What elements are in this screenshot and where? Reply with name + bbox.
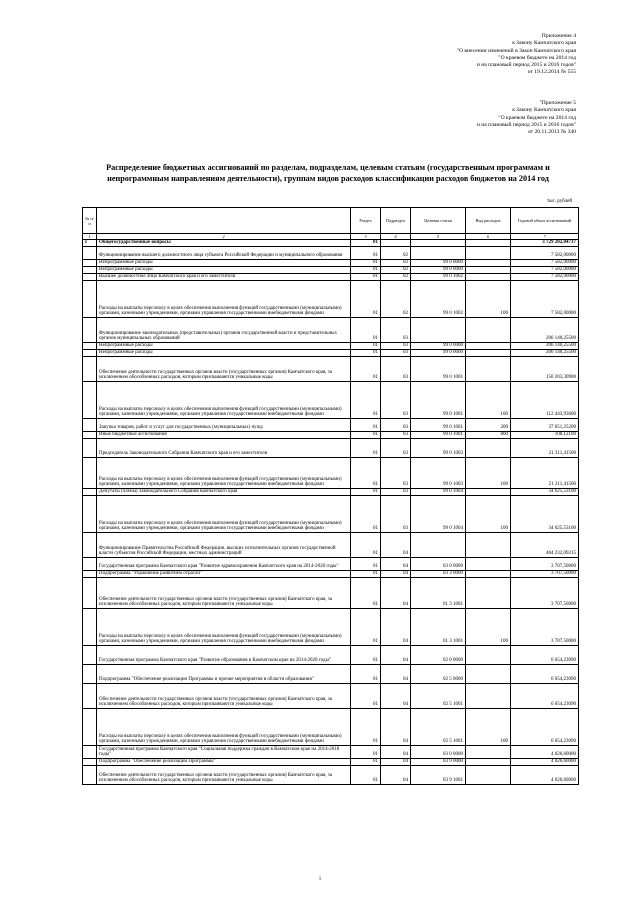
row-target-article [411,533,466,558]
row-number [83,357,97,382]
row-expense-type [466,578,511,609]
row-razdel: 01 [351,489,381,496]
row-target-article: 03 0 0000 [411,558,466,571]
row-number [83,709,97,746]
row-razdel: 01 [351,759,381,766]
row-podrazdel: 04 [381,665,411,684]
row-podrazdel: 03 [381,343,411,350]
row-target-article [411,247,466,260]
row-amount: 3 707,50000 [511,558,579,571]
row-target-article: 03 9 0000 [411,759,466,766]
row-razdel: 01 [351,318,381,343]
row-number [83,318,97,343]
row-amount: 3 707,50000 [511,571,579,578]
row-target-article: 99 0 0000 [411,267,466,274]
row-expense-type: 100 [466,709,511,746]
row-number [83,578,97,609]
row-razdel: 01 [351,578,381,609]
col-header-podrazdel: Подраздел [381,208,411,234]
row-amount: 7 582,00000 [511,274,579,281]
row-name: Непрограммные расходы [97,343,351,350]
row-number [83,439,97,458]
row-expense-type [466,766,511,785]
table-row [83,746,579,759]
row-name: Закупка товаров, работ и услуг для государственных (муниципальных) нужд [97,419,351,432]
row-expense-type [466,318,511,343]
col-header-expense-type: Вид расходов [466,208,511,234]
col-header-target-article: Целевая статья [411,208,466,234]
table-row [83,432,579,439]
col-number: 6 [466,234,511,240]
row-razdel: 01 [351,609,381,646]
row-number [83,419,97,432]
row-expense-type: 100 [466,609,511,646]
row-expense-type [466,759,511,766]
row-target-article: 99 0 1003 [411,458,466,489]
row-razdel: 01 [351,343,381,350]
row-number: I [83,240,97,247]
row-name: Расходы на выплаты персоналу в целях обеспечения выполнения функций государственными (муниципальными) органами, казенными учреждениями, органами управления государственными внебюджетными фондами [97,458,351,489]
row-name: Подпрограмма "Обеспечение реализации Программы и прочие мероприятия в области образования" [97,665,351,684]
row-name: Непрограммные расходы [97,267,351,274]
table-row [83,578,579,609]
row-podrazdel: 04 [381,558,411,571]
row-expense-type [466,240,511,247]
row-razdel: 01 [351,533,381,558]
header-line: от 19.12.2014 № 555 [527,69,576,76]
row-podrazdel: 04 [381,759,411,766]
row-podrazdel: 02 [381,281,411,318]
row-number [83,343,97,350]
row-expense-type [466,558,511,571]
row-expense-type: 100 [466,458,511,489]
row-name: Расходы на выплаты персоналу в целях обеспечения выполнения функций государственными (муниципальными) органами, казенными учреждениями, органами управления государственными внебюджетными фондами [97,281,351,318]
row-amount: 6 654,23090 [511,709,579,746]
row-podrazdel: 03 [381,382,411,419]
table-row [83,684,579,709]
table-row [83,318,579,343]
row-target-article: 01 3 1001 [411,578,466,609]
row-podrazdel: 03 [381,357,411,382]
row-name: Непрограммные расходы [97,350,351,357]
header-line: Приложение 4 [541,33,576,39]
row-name: Обеспечение деятельности государственных органов власти (государственных органов) Камчатского края, за исключением обособленных расходов, которым присваиваются уникальные коды [97,684,351,709]
row-amount: 21 311,41500 [511,439,579,458]
row-razdel: 01 [351,571,381,578]
row-podrazdel: 04 [381,578,411,609]
row-podrazdel: 04 [381,571,411,578]
row-expense-type [466,489,511,496]
row-number [83,247,97,260]
row-podrazdel: 03 [381,458,411,489]
col-number: 2 [97,234,351,240]
row-razdel: 01 [351,267,381,274]
row-name: Непрограммные расходы [97,260,351,267]
row-target-article: 02 5 1001 [411,684,466,709]
row-name: Функционирование Правительства Российской Федерации, высших исполнительных органов государственной власти субъектов Российской Федерации, местных администраций [97,533,351,558]
table-row [83,247,579,260]
row-amount: 7 582,00000 [511,247,579,260]
header-line: "О внесении изменений в Закон Камчатского края [456,47,576,54]
row-amount: 6 654,23090 [511,646,579,665]
row-target-article: 01 3 1001 [411,609,466,646]
table-row [83,571,579,578]
row-number [83,746,97,759]
row-amount: 37 651,25200 [511,419,579,432]
table-body [83,240,579,785]
row-number [83,759,97,766]
col-number: 5 [411,234,466,240]
col-header-razdel: Раздел [351,208,381,234]
row-number [83,281,97,318]
row-name: Расходы на выплаты персоналу в целях обеспечения выполнения функций государственными (муниципальными) органами, казенными учреждениями, органами управления государственными внебюджетными фондами [97,496,351,533]
row-expense-type: 100 [466,496,511,533]
row-amount: 7 582,00000 [511,281,579,318]
table-row [83,533,579,558]
row-razdel: 01 [351,240,381,247]
row-number [83,496,97,533]
row-target-article: 99 0 1001 [411,382,466,419]
col-header-num: № п/п [83,208,97,234]
row-expense-type: 100 [466,382,511,419]
row-expense-type: 800 [466,432,511,439]
table-row [83,382,579,419]
row-razdel: 01 [351,665,381,684]
row-target-article: 99 0 0000 [411,350,466,357]
row-razdel: 01 [351,458,381,489]
row-podrazdel: 04 [381,533,411,558]
row-target-article: 99 0 0000 [411,343,466,350]
row-expense-type [466,350,511,357]
header-line: от 20.11.2013 № 340 [527,129,576,136]
table-row [83,558,579,571]
row-podrazdel: 02 [381,267,411,274]
row-amount: 484 232,09215 [511,533,579,558]
row-number [83,646,97,665]
row-podrazdel [381,240,411,247]
row-name: Государственная программа Камчатского края "Развитие образования в Камчатском крае на 2014-2020 годы" [97,646,351,665]
row-number [83,260,97,267]
row-name: Председатель Законодательного Собрания Камчатского края и его заместители [97,439,351,458]
row-target-article: 99 0 1003 [411,439,466,458]
row-podrazdel: 04 [381,684,411,709]
row-amount: 34 625,53100 [511,496,579,533]
row-number [83,558,97,571]
appendix-5-header [477,100,576,136]
table-row [83,240,579,247]
row-number [83,684,97,709]
row-amount: 3 729 202,04737 [511,240,579,247]
row-target-article [411,318,466,343]
row-amount: 6 654,23090 [511,684,579,709]
row-amount: 7 582,00000 [511,267,579,274]
row-target-article: 99 0 1004 [411,489,466,496]
table-row [83,609,579,646]
row-target-article: 99 0 1001 [411,419,466,432]
row-name: Подпрограмма "Управление развитием отрасли" [97,571,351,578]
row-razdel: 01 [351,260,381,267]
row-target-article: 03 9 1001 [411,766,466,785]
row-razdel: 01 [351,558,381,571]
row-podrazdel: 03 [381,439,411,458]
row-expense-type [466,260,511,267]
table-row [83,357,579,382]
col-number: 4 [381,234,411,240]
row-amount: 3 707,50000 [511,578,579,609]
row-expense-type [466,439,511,458]
row-podrazdel: 04 [381,646,411,665]
header-line: и на плановый период 2015 и 2016 годов" [476,62,576,69]
row-target-article: 02 5 0000 [411,665,466,684]
row-razdel: 01 [351,746,381,759]
row-amount: 206 140,25500 [511,318,579,343]
table-header-row [83,208,579,234]
table-row [83,646,579,665]
row-razdel: 01 [351,766,381,785]
col-number: 3 [351,234,381,240]
row-razdel: 01 [351,382,381,419]
row-podrazdel: 04 [381,609,411,646]
budget-table [82,207,579,785]
row-number [83,350,97,357]
row-name: Расходы на выплаты персоналу в целях обеспечения выполнения функций государственными (муниципальными) органами, казенными учреждениями, органами управления государственными внебюджетными фондами [97,709,351,746]
row-podrazdel: 02 [381,260,411,267]
row-podrazdel: 03 [381,419,411,432]
row-name: Расходы на выплаты персоналу в целях обеспечения выполнения функций государственными (муниципальными) органами, казенными учреждениями, органами управления государственными внебюджетными фондами [97,609,351,646]
row-podrazdel: 02 [381,274,411,281]
row-amount: 4 026,60000 [511,766,579,785]
row-expense-type: 100 [466,281,511,318]
row-podrazdel: 04 [381,746,411,759]
row-amount: 206 140,25500 [511,350,579,357]
row-name: Депутаты (члены) Законодательного Собрания Камчатского края [97,489,351,496]
row-amount: 21 311,41500 [511,458,579,489]
row-amount: 206 140,25500 [511,343,579,350]
row-target-article: 99 0 1002 [411,274,466,281]
row-number [83,458,97,489]
row-number [83,609,97,646]
row-number [83,382,97,419]
table-row [83,260,579,267]
table-row [83,439,579,458]
table-row [83,496,579,533]
row-razdel: 01 [351,350,381,357]
row-name: Государственная программа Камчатского края "Социальная поддержка граждан в Камчатском крае на 2014-2018 годы" [97,746,351,759]
header-line: к Закону Камчатского края [512,107,576,114]
row-target-article: 99 0 1002 [411,281,466,318]
row-expense-type [466,746,511,759]
row-podrazdel: 03 [381,318,411,343]
row-number [83,432,97,439]
row-amount: 34 625,53100 [511,489,579,496]
header-line: "О краевом бюджете на 2014 год [498,54,576,61]
row-number [83,267,97,274]
row-razdel: 01 [351,419,381,432]
row-razdel: 01 [351,439,381,458]
row-podrazdel: 04 [381,709,411,746]
row-expense-type [466,247,511,260]
row-expense-type [466,274,511,281]
row-amount: 4 026,60000 [511,759,579,766]
row-amount: 6 654,23090 [511,665,579,684]
row-expense-type [466,684,511,709]
header-line: и на плановый период 2015 и 2016 годов" [476,121,576,128]
row-expense-type [466,646,511,665]
row-target-article: 99 0 1004 [411,496,466,533]
row-amount: 112 443,93600 [511,382,579,419]
row-target-article: 03 3 0000 [411,571,466,578]
row-number [83,274,97,281]
row-podrazdel: 03 [381,432,411,439]
table-row [83,665,579,684]
row-razdel: 01 [351,432,381,439]
row-amount: 150 203,30900 [511,357,579,382]
row-expense-type [466,267,511,274]
row-target-article [411,240,466,247]
row-expense-type: 200 [466,419,511,432]
table-row [83,489,579,496]
row-podrazdel: 03 [381,489,411,496]
row-number [83,489,97,496]
row-razdel: 01 [351,247,381,260]
row-name: Обеспечение деятельности государственных органов власти (государственных органов) Камчатского края, за исключением обособленных расходов, которым присваиваются уникальные коды [97,578,351,609]
row-target-article: 99 0 0000 [411,260,466,267]
row-razdel: 01 [351,709,381,746]
row-razdel: 01 [351,496,381,533]
col-number: 1 [83,234,97,240]
row-name: Государственная программа Камчатского края "Развитие здравоохранения Камчатского края на 2014-2020 годы" [97,558,351,571]
table-row [83,267,579,274]
document-title: Распределение бюджетных ассигнований по разделам, подразделам, целевым статьям (государственным программам и непрограммным направлениям деятельности), группам видов расходов классификации расходов бюджетов на 2014 год [106,163,550,183]
row-name: Функционирование законодательных (представительных) органов государственной власти и представительных органов муниципальных образований [97,318,351,343]
table-row [83,419,579,432]
row-name: Высшее должностное лицо Камчатского края и его заместители [97,274,351,281]
row-number [83,533,97,558]
header-line: "О краевом бюджете на 2014 год [498,114,576,121]
appendix-4-header [457,33,576,77]
row-name: Обеспечение деятельности государственных органов власти (государственных органов) Камчатского края, за исключением обособленных расходов, которым присваиваются уникальные коды [97,357,351,382]
row-target-article: 03 0 0000 [411,746,466,759]
row-razdel: 01 [351,684,381,709]
table-row [83,709,579,746]
col-header-annual-amount: Годовой объем ассигнований [511,208,579,234]
row-name: Обеспечение деятельности государственных органов власти (государственных органов) Камчатского края, за исключением обособленных расходов, которым присваиваются уникальные коды [97,766,351,785]
row-amount: 4 026,60000 [511,746,579,759]
row-razdel: 01 [351,281,381,318]
table-row [83,759,579,766]
row-number [83,571,97,578]
units-label: тыс. рублей [547,199,572,204]
table-row [83,343,579,350]
row-name: Подпрограмма "Обеспечение реализации Программы" [97,759,351,766]
table-row [83,458,579,489]
row-expense-type [466,343,511,350]
row-amount: 3 707,50000 [511,609,579,646]
row-amount: 108,12100 [511,432,579,439]
row-name: Иные бюджетные ассигнования [97,432,351,439]
row-name: Функционирование высшего должностного лица субъекта Российской Федерации и муниципального образования [97,247,351,260]
row-podrazdel: 03 [381,350,411,357]
row-number [83,766,97,785]
table-row [83,274,579,281]
page-number: 1 [318,877,322,882]
table-row [83,281,579,318]
table-row [83,766,579,785]
row-number [83,665,97,684]
row-podrazdel: 02 [381,247,411,260]
col-header-name [97,208,351,234]
row-target-article: 02 0 0000 [411,646,466,665]
table-row [83,350,579,357]
row-podrazdel: 03 [381,496,411,533]
row-name: Общегосударственные вопросы [97,240,351,247]
row-expense-type [466,571,511,578]
row-razdel: 01 [351,646,381,665]
row-amount: 7 582,00000 [511,260,579,267]
row-razdel: 01 [351,357,381,382]
row-target-article: 99 0 1001 [411,432,466,439]
header-line: "Приложение 5 [539,100,576,106]
row-target-article: 99 0 1001 [411,357,466,382]
row-expense-type [466,665,511,684]
header-line: к Закону Камчатского края [512,40,576,47]
row-razdel: 01 [351,274,381,281]
row-name: Расходы на выплаты персоналу в целях обеспечения выполнения функций государственными (муниципальными) органами, казенными учреждениями, органами управления государственными внебюджетными фондами [97,382,351,419]
row-expense-type [466,357,511,382]
row-expense-type [466,533,511,558]
row-podrazdel: 04 [381,766,411,785]
col-number: 7 [511,234,579,240]
row-target-article: 02 5 1001 [411,709,466,746]
